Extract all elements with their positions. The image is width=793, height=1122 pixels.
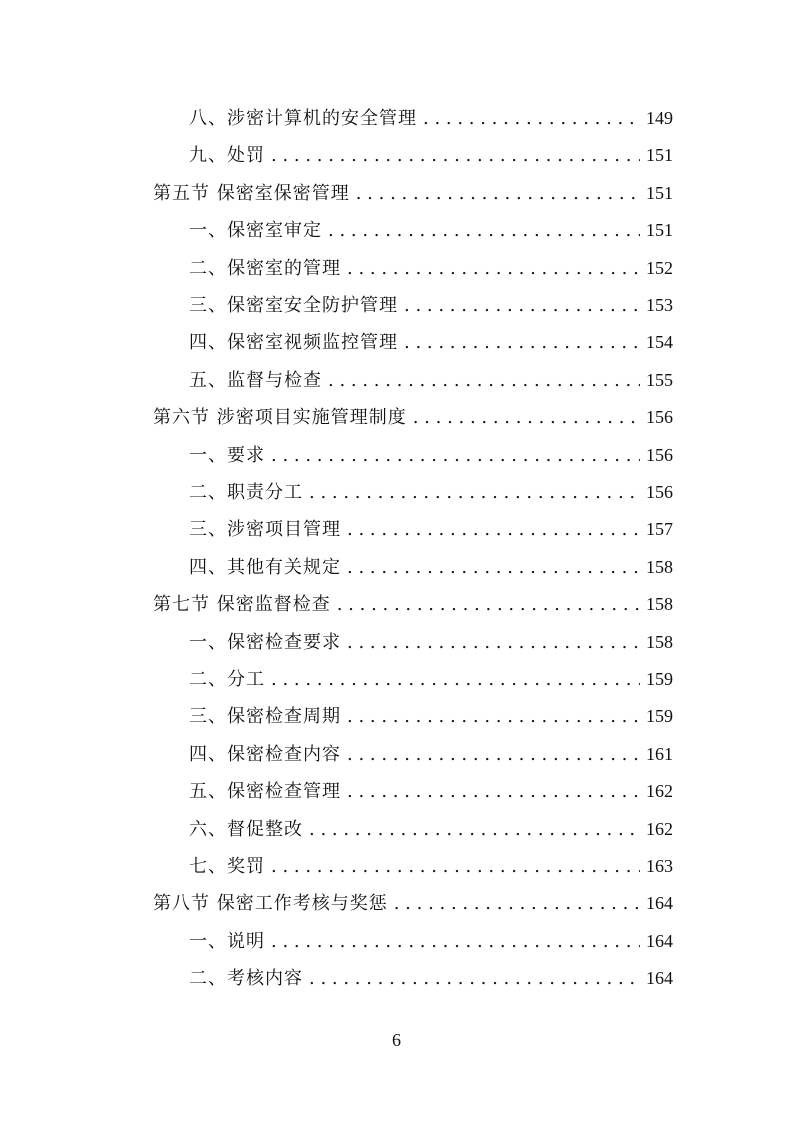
toc-dot-leader bbox=[413, 399, 640, 436]
toc-entry-label: 第六节 涉密项目实施管理制度 bbox=[153, 407, 407, 429]
toc-dot-leader bbox=[347, 773, 640, 810]
toc-entry-label: 三、保密检查周期 bbox=[189, 706, 341, 728]
toc-entry-page: 163 bbox=[646, 856, 673, 876]
toc-item-entry[interactable] bbox=[189, 848, 673, 885]
toc-entry-page: 158 bbox=[646, 631, 673, 652]
toc-dot-leader bbox=[271, 137, 640, 174]
toc-entry-page: 159 bbox=[646, 706, 673, 727]
toc-entry-label: 二、职责分工 bbox=[189, 482, 303, 503]
toc-entry-page: 162 bbox=[646, 781, 673, 802]
toc-dot-leader bbox=[328, 212, 640, 249]
toc-entry-label: 四、保密室视频监控管理 bbox=[189, 332, 398, 354]
toc-dot-leader bbox=[347, 698, 640, 735]
toc-entry-page: 153 bbox=[646, 295, 673, 315]
toc-item-entry[interactable] bbox=[189, 212, 673, 249]
toc-entry-page: 152 bbox=[646, 257, 673, 278]
toc-dot-leader bbox=[404, 287, 640, 324]
toc-item-entry[interactable] bbox=[189, 100, 673, 137]
toc-entry-page: 156 bbox=[646, 407, 673, 428]
toc-entry-label: 二、保密室的管理 bbox=[189, 257, 341, 279]
toc-entry-label: 第八节 保密工作考核与奖惩 bbox=[153, 893, 388, 915]
toc-entry-label: 三、涉密项目管理 bbox=[189, 519, 341, 541]
toc-item-entry[interactable] bbox=[189, 250, 673, 287]
toc-entry-label: 第五节 保密室保密管理 bbox=[153, 182, 350, 204]
toc-entry-page: 149 bbox=[646, 108, 673, 128]
toc-dot-leader bbox=[309, 960, 640, 997]
toc-item-entry[interactable] bbox=[189, 960, 673, 997]
toc-item-entry[interactable] bbox=[189, 811, 673, 848]
toc-item-entry[interactable] bbox=[189, 324, 673, 361]
toc-section-entry[interactable] bbox=[153, 175, 673, 212]
toc-entry-page: 151 bbox=[646, 145, 673, 166]
toc-entry-page: 164 bbox=[646, 893, 673, 914]
toc-dot-leader bbox=[271, 437, 640, 474]
toc-item-entry[interactable] bbox=[189, 736, 673, 773]
toc-entry-label: 五、保密检查管理 bbox=[189, 781, 341, 803]
toc-dot-leader bbox=[309, 811, 640, 848]
toc-section-entry[interactable] bbox=[153, 885, 673, 922]
toc-entry-label: 二、分工 bbox=[189, 669, 265, 690]
toc-item-entry[interactable] bbox=[189, 137, 673, 174]
toc-dot-leader bbox=[347, 250, 640, 287]
toc-dot-leader bbox=[347, 549, 640, 586]
toc-entry-page: 161 bbox=[646, 743, 673, 764]
toc-entry-label: 一、要求 bbox=[189, 444, 265, 466]
toc-entry-page: 151 bbox=[646, 220, 673, 241]
toc-dot-leader bbox=[356, 175, 640, 212]
toc-item-entry[interactable] bbox=[189, 624, 673, 661]
toc-dot-leader bbox=[328, 362, 640, 399]
toc-entry-label: 第七节 保密监督检查 bbox=[153, 594, 331, 616]
toc-item-entry[interactable] bbox=[189, 923, 673, 960]
toc-entry-label: 四、其他有关规定 bbox=[189, 556, 341, 578]
toc-entry-label: 三、保密室安全防护管理 bbox=[189, 295, 398, 316]
toc-item-entry[interactable] bbox=[189, 362, 673, 399]
toc-entry-label: 八、涉密计算机的安全管理 bbox=[189, 108, 417, 129]
toc-entry-page: 157 bbox=[646, 519, 673, 540]
toc-entry-label: 五、监督与检查 bbox=[189, 369, 322, 391]
toc-entry-label: 六、督促整改 bbox=[189, 818, 303, 840]
toc-entry-page: 162 bbox=[646, 818, 673, 839]
toc-item-entry[interactable] bbox=[189, 437, 673, 474]
toc-entry-page: 151 bbox=[646, 182, 673, 203]
toc-item-entry[interactable] bbox=[189, 287, 673, 324]
toc-entry-label: 一、保密检查要求 bbox=[189, 631, 341, 653]
toc-entry-label: 九、处罚 bbox=[189, 145, 265, 167]
toc-entry-page: 154 bbox=[646, 332, 673, 353]
toc-item-entry[interactable] bbox=[189, 698, 673, 735]
toc-dot-leader bbox=[271, 848, 640, 885]
toc-entry-page: 158 bbox=[646, 556, 673, 577]
toc-entry-page: 155 bbox=[646, 369, 673, 390]
toc-dot-leader bbox=[347, 736, 640, 773]
toc-entry-label: 一、保密室审定 bbox=[189, 220, 322, 242]
toc-dot-leader bbox=[337, 586, 640, 623]
toc-dot-leader bbox=[309, 474, 640, 511]
toc-dot-leader bbox=[271, 661, 640, 698]
toc-entry-page: 156 bbox=[646, 482, 673, 502]
toc-dot-leader bbox=[347, 624, 640, 661]
toc-dot-leader bbox=[404, 324, 640, 361]
toc-dot-leader bbox=[271, 923, 640, 960]
toc-entry-label: 七、奖罚 bbox=[189, 856, 265, 877]
toc-entry-page: 159 bbox=[646, 669, 673, 689]
toc-dot-leader bbox=[423, 100, 640, 137]
toc-entry-label: 一、说明 bbox=[189, 930, 265, 952]
toc-entry-label: 二、考核内容 bbox=[189, 968, 303, 990]
toc-section-entry[interactable] bbox=[153, 586, 673, 623]
toc-dot-leader bbox=[394, 885, 640, 922]
toc-item-entry[interactable] bbox=[189, 474, 673, 511]
toc-entry-page: 158 bbox=[646, 594, 673, 615]
toc-item-entry[interactable] bbox=[189, 549, 673, 586]
toc-entry-label: 四、保密检查内容 bbox=[189, 743, 341, 765]
toc-item-entry[interactable] bbox=[189, 661, 673, 698]
page-number: 6 bbox=[392, 1030, 401, 1050]
toc-entry-page: 164 bbox=[646, 968, 673, 989]
toc-entry-page: 156 bbox=[646, 444, 673, 465]
toc-item-entry[interactable] bbox=[189, 773, 673, 810]
toc-section-entry[interactable] bbox=[153, 399, 673, 436]
toc-dot-leader bbox=[347, 511, 640, 548]
toc-entry-page: 164 bbox=[646, 930, 673, 951]
toc-item-entry[interactable] bbox=[189, 511, 673, 548]
